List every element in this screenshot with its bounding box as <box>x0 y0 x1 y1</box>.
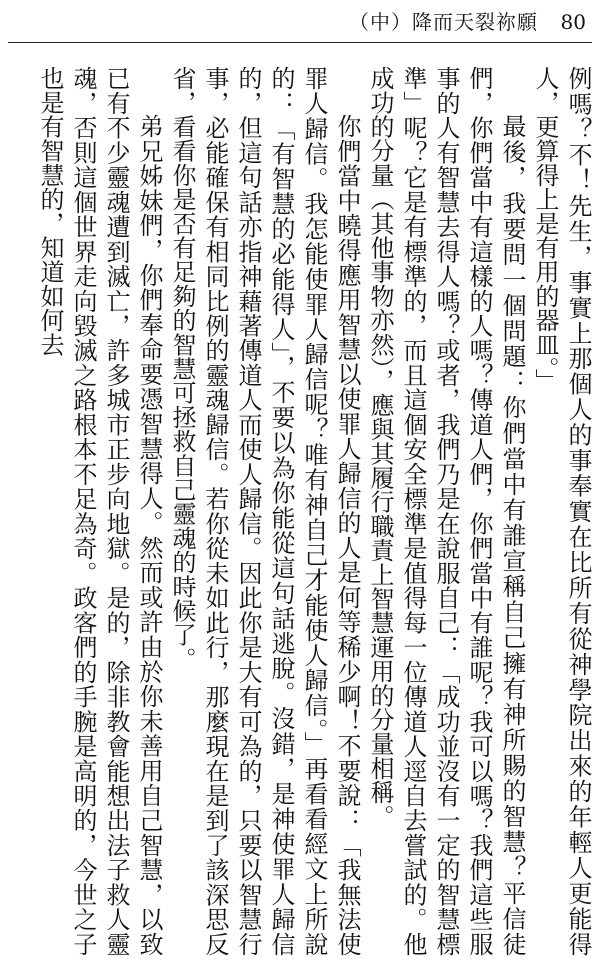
page-header <box>0 8 600 36</box>
paragraph: 你們當中曉得應用智慧以使罪人歸信的人是何等稀少啊！不要說：「我無法使罪人歸信。我怎能使罪人歸信呢？唯有神自己才能使人歸信。」再看看經文上所說的：「有智慧的必能得人」，不要以為你能從這句話逃脫。沒錯，是神使罪人歸信的，但這句話亦指神藉著傳道人而使人歸信。因此你是大有可為的，只要以智慧行事，必能確保有相同比例的靈魂歸信。若你從未如此行，那麼現在是到了該深思反省，看看你是否有足夠的智慧可拯救自己靈魂的時候了。 <box>168 66 361 956</box>
paragraph: 最後，我要問一個問題：你們當中有誰宣稱自己擁有神所賜的智慧？平信徒們，你們當中有這樣的人嗎？傳道人們，你們當中有誰呢？我可以嗎？我們這些服事的人有智慧去得人嗎？或者，我們乃是在說服自己：「成功並沒有一定的智慧標準」呢？它是有標準的，而且這個安全標準是值得每一位傳道人逕自去嘗試的。他成功的分量（其他事物亦然），應與其履行職責上智慧運用的分量相稱。 <box>366 66 526 956</box>
paragraph: 弟兄姊妹們，你們奉命要憑智慧得人。然而或許由於你未善用自己智慧，以致已有不少靈魂遭到滅亡，許多城市正步向地獄。是的，除非教會能想出法子救人靈魂，否則這個世界走向毀滅之路根本不足為奇。政客們的手腕是高明的，今世之子也是有智慧的，知道如何去 <box>36 66 163 956</box>
header-rule <box>8 42 592 43</box>
paragraph-continuation: 例嗎？不！先生，事實上那個人的事奉實在比所有從神學院出來的年輕人更能得人，更算得上是有用的器皿。」 <box>531 66 592 956</box>
page-number: 80 <box>560 10 586 34</box>
body-text <box>33 66 594 956</box>
running-header-title: （中）降而天裂祢願 <box>349 10 538 34</box>
